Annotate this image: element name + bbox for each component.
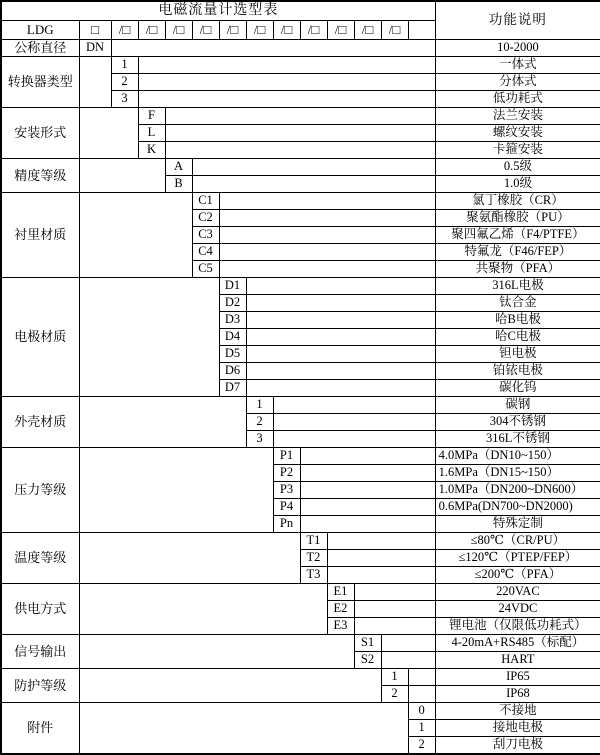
blank-area <box>79 448 273 533</box>
option-description: 特氟龙（F46/FEP） <box>435 244 600 261</box>
option-description: 4.0MPa（DN10~150） <box>435 448 600 465</box>
row-filler <box>246 329 435 346</box>
option-code: T2 <box>300 550 327 567</box>
row-filler <box>354 618 435 635</box>
option-description: 不接地 <box>435 703 600 720</box>
blank-area <box>79 108 138 159</box>
option-code: D7 <box>219 380 246 397</box>
model-box-slot: /□ <box>246 21 273 40</box>
option-description: IP65 <box>435 669 600 686</box>
option-code: E2 <box>327 601 354 618</box>
row-filler <box>327 567 435 584</box>
table-row <box>1 397 600 414</box>
option-description: 卡箍安装 <box>435 142 600 159</box>
option-code: E1 <box>327 584 354 601</box>
section-label: 温度等级 <box>1 533 79 584</box>
row-filler <box>273 431 435 448</box>
option-code: D5 <box>219 346 246 363</box>
option-code: L <box>138 125 165 142</box>
option-code: S1 <box>354 635 381 652</box>
option-description: 铂铱电极 <box>435 363 600 380</box>
row-filler <box>327 533 435 550</box>
option-description: 10-2000 <box>435 40 600 57</box>
blank-area <box>79 57 111 108</box>
blank-area <box>79 278 219 397</box>
option-description: 锂电池（仅限低功耗式） <box>435 618 600 635</box>
option-code: F <box>138 108 165 125</box>
table-row <box>1 193 600 210</box>
section-label: 公称直径 <box>1 40 79 57</box>
option-description: 316L电极 <box>435 278 600 295</box>
row-filler <box>300 465 435 482</box>
table-row <box>1 448 600 465</box>
row-filler <box>246 363 435 380</box>
model-box-slot: /□ <box>219 21 246 40</box>
row-filler <box>165 108 435 125</box>
option-description: 共聚物（PFA） <box>435 261 600 278</box>
option-code: P4 <box>273 499 300 516</box>
row-filler <box>219 210 435 227</box>
model-box-slot: /□ <box>381 21 408 40</box>
option-description: 哈C电极 <box>435 329 600 346</box>
option-code: D2 <box>219 295 246 312</box>
row-filler <box>408 686 435 703</box>
option-description: 一体式 <box>435 57 600 74</box>
blank-area <box>79 397 246 448</box>
model-box-slot: /□ <box>192 21 219 40</box>
option-code: C5 <box>192 261 219 278</box>
option-code: P3 <box>273 482 300 499</box>
row-filler <box>246 278 435 295</box>
title-row <box>1 1 600 21</box>
row-filler <box>138 91 435 108</box>
option-code: Pn <box>273 516 300 533</box>
model-box-slot: /□ <box>300 21 327 40</box>
option-description: 1.6MPa（DN15~150） <box>435 465 600 482</box>
table-title: 电磁流量计选型表 <box>1 1 435 21</box>
section-label: 精度等级 <box>1 159 79 193</box>
option-description: 刮刀电极 <box>435 737 600 755</box>
row-filler <box>138 57 435 74</box>
option-description: 特殊定制 <box>435 516 600 533</box>
option-description: 钽电极 <box>435 346 600 363</box>
row-filler <box>300 448 435 465</box>
section-label: 附件 <box>1 703 79 755</box>
option-description: 24VDC <box>435 601 600 618</box>
table-row <box>1 159 600 176</box>
option-code: 2 <box>246 414 273 431</box>
row-filler <box>246 312 435 329</box>
option-code: DN <box>79 40 111 57</box>
row-filler <box>246 380 435 397</box>
row-filler <box>219 227 435 244</box>
model-box-slot: /□ <box>165 21 192 40</box>
option-code: D6 <box>219 363 246 380</box>
table-body <box>1 1 600 754</box>
option-description: 4-20mA+RS485（标配） <box>435 635 600 652</box>
row-filler <box>273 414 435 431</box>
table-row <box>1 635 600 652</box>
option-description: 螺纹安装 <box>435 125 600 142</box>
section-label: 供电方式 <box>1 584 79 635</box>
row-filler <box>165 142 435 159</box>
model-prefix: LDG <box>1 21 79 40</box>
option-code: 2 <box>408 737 435 755</box>
option-code: 0 <box>408 703 435 720</box>
table-row <box>1 108 600 125</box>
table-row <box>1 40 600 57</box>
row-filler <box>327 550 435 567</box>
model-box-slot: /□ <box>138 21 165 40</box>
table-row <box>1 584 600 601</box>
section-label: 衬里材质 <box>1 193 79 278</box>
blank-area <box>79 159 165 193</box>
option-code: 2 <box>111 74 138 91</box>
model-box-first: □ <box>79 21 111 40</box>
row-filler <box>138 74 435 91</box>
option-description: 1.0级 <box>435 176 600 193</box>
option-code: 1 <box>381 669 408 686</box>
section-label: 压力等级 <box>1 448 79 533</box>
option-code: T3 <box>300 567 327 584</box>
option-description: 0.5级 <box>435 159 600 176</box>
option-code: 3 <box>246 431 273 448</box>
option-code: P2 <box>273 465 300 482</box>
option-code: C3 <box>192 227 219 244</box>
row-filler <box>246 346 435 363</box>
row-filler <box>273 397 435 414</box>
option-description: ≤80℃（CR/PU） <box>435 533 600 550</box>
option-code: 1 <box>246 397 273 414</box>
option-code: E3 <box>327 618 354 635</box>
table-row <box>1 703 600 720</box>
option-description: HART <box>435 652 600 669</box>
option-code: K <box>138 142 165 159</box>
option-code: C1 <box>192 193 219 210</box>
option-code: S2 <box>354 652 381 669</box>
model-box-slot: /□ <box>111 21 138 40</box>
option-code: 1 <box>408 720 435 737</box>
section-label: 转换器类型 <box>1 57 79 108</box>
option-description: 1.0MPa（DN200~DN600） <box>435 482 600 499</box>
row-filler <box>192 159 435 176</box>
row-filler <box>354 584 435 601</box>
row-filler <box>381 635 435 652</box>
row-filler <box>300 516 435 533</box>
section-label: 外壳材质 <box>1 397 79 448</box>
section-label: 防护等级 <box>1 669 79 703</box>
option-description: 钛合金 <box>435 295 600 312</box>
option-code: C2 <box>192 210 219 227</box>
option-description: 氯丁橡胶（CR） <box>435 193 600 210</box>
option-code: 2 <box>381 686 408 703</box>
row-filler <box>246 295 435 312</box>
table-row <box>1 533 600 550</box>
row-filler <box>219 244 435 261</box>
row-filler <box>219 193 435 210</box>
row-filler <box>381 652 435 669</box>
option-description: 分体式 <box>435 74 600 91</box>
row-filler <box>219 261 435 278</box>
option-code: 1 <box>111 57 138 74</box>
option-code: A <box>165 159 192 176</box>
row-filler <box>300 499 435 516</box>
option-description: 碳化钨 <box>435 380 600 397</box>
option-code: C4 <box>192 244 219 261</box>
option-code: 3 <box>111 91 138 108</box>
option-code: B <box>165 176 192 193</box>
option-code: D4 <box>219 329 246 346</box>
option-description: ≤120℃（PTEP/FEP） <box>435 550 600 567</box>
row-filler <box>354 601 435 618</box>
section-label: 安装形式 <box>1 108 79 159</box>
row-filler <box>192 176 435 193</box>
model-box-slot: /□ <box>273 21 300 40</box>
table-row <box>1 278 600 295</box>
option-description: 哈B电极 <box>435 312 600 329</box>
option-description: 低功耗式 <box>435 91 600 108</box>
table-row <box>1 57 600 74</box>
option-code: D1 <box>219 278 246 295</box>
table-row <box>1 669 600 686</box>
row-filler <box>300 482 435 499</box>
option-code: P1 <box>273 448 300 465</box>
model-slot-filler <box>408 21 435 40</box>
option-description: 接地电极 <box>435 720 600 737</box>
option-description: 法兰安装 <box>435 108 600 125</box>
option-description: 聚四氟乙烯（F4/PTFE） <box>435 227 600 244</box>
option-description: ≤200℃（PFA） <box>435 567 600 584</box>
blank-area <box>79 703 408 755</box>
option-code: T1 <box>300 533 327 550</box>
section-label: 信号输出 <box>1 635 79 669</box>
option-description: 0.6MPa(DN700~DN2000) <box>435 499 600 516</box>
blank-area <box>79 533 300 584</box>
section-label: 电极材质 <box>1 278 79 397</box>
option-description: 碳钢 <box>435 397 600 414</box>
option-description: 220VAC <box>435 584 600 601</box>
option-description: 聚氨酯橡胶（PU） <box>435 210 600 227</box>
row-filler <box>408 669 435 686</box>
option-description: 316L不锈钢 <box>435 431 600 448</box>
blank-area <box>79 669 381 703</box>
blank-area <box>79 193 192 278</box>
model-box-slot: /□ <box>327 21 354 40</box>
blank-area <box>79 635 354 669</box>
row-filler <box>111 40 435 57</box>
blank-area <box>79 584 327 635</box>
option-code: D3 <box>219 312 246 329</box>
option-description: IP68 <box>435 686 600 703</box>
function-column-header: 功能说明 <box>435 1 600 40</box>
row-filler <box>165 125 435 142</box>
model-box-slot: /□ <box>354 21 381 40</box>
option-description: 304不锈钢 <box>435 414 600 431</box>
